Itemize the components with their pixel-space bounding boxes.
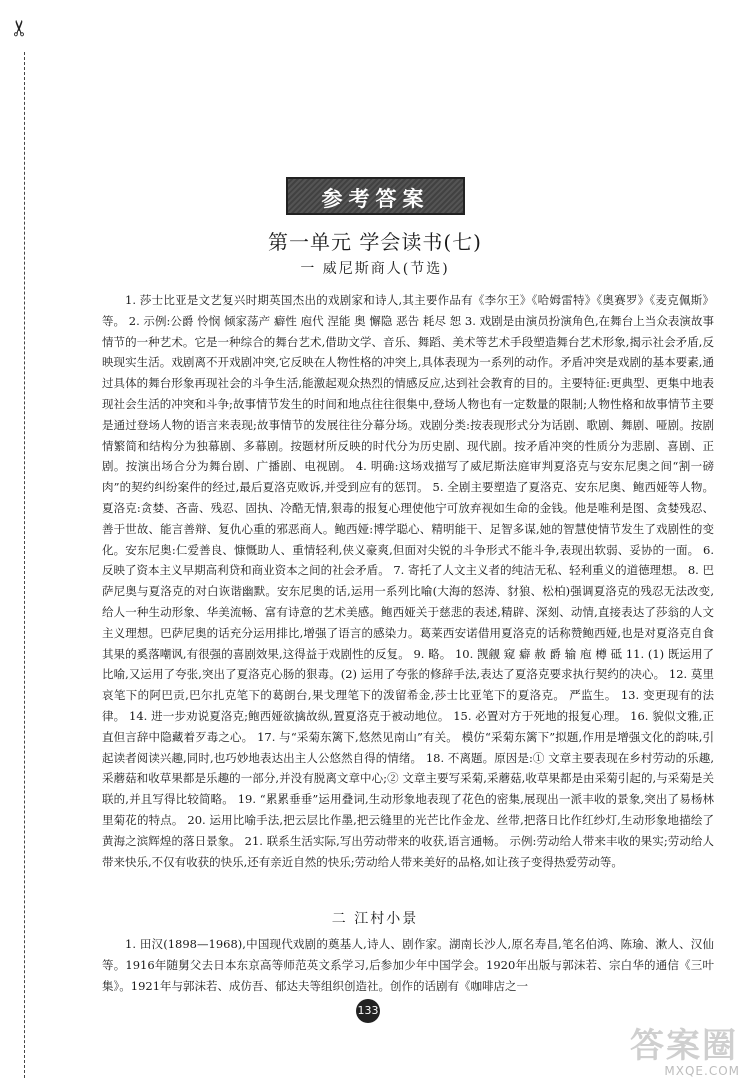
scissors-icon: ✂ xyxy=(8,18,34,38)
unit-title: 第一单元 学会读书(七) xyxy=(268,230,482,254)
answer-banner xyxy=(286,177,465,215)
section-1-body: 1. 莎士比亚是文艺复兴时期英国杰出的戏剧家和诗人,其主要作品有《李尔王》《哈姆雷特》《奥赛罗》《麦克佩斯》等。 2. 示例:公爵 怜悯 倾家荡产 癖性 庖代 涅能 奥 懈隐 恶告 耗尽 恕 3. 戏剧是由演员扮演角色,在舞台上当众表演故事情节的一种艺术。它是一种综合的舞台艺术,借助文学、音乐、舞蹈、美术等艺术手段塑造舞台艺术形象,揭示社会矛盾,反映现实生活。戏剧离不开戏剧冲突,它反映在人物性格的冲突上,具体表现为一系列的动作。矛盾冲突是戏剧的基本要素,通过具体的舞台形象再现社会的斗争生活,能激起观众热烈的情感反应,达到社会教育的目的。主要特征:更典型、更集中地表现社会生活的冲突和斗争;故事情节发生的时间和地点往往很集中,登场人物也有一定数量的限制;人物性格和故事情节主要是通过登场人物的语言来表现;故事情节的发展往往分幕分场。戏剧分类:按表现形式分为话剧、歌剧、舞剧、哑剧。按剧情繁简和结构分为独幕剧、多幕剧。按题材所反映的时代分为历史剧、现代剧。按矛盾冲突的性质分为悲剧、喜剧、正剧。按演出场合分为舞台剧、广播剧、电视剧。 4. 明确:这场戏描写了威尼斯法庭审判夏洛克与安东尼奥之间“割一磅肉”的契约纠纷案件的经过,最后夏洛克败诉,并受到应有的惩罚。 5. 全剧主要塑造了夏洛克、安东尼奥、鲍西娅等人物。 夏洛克:贪婪、吝啬、残忍、固执、冷酷无情,狠毒的报复心理使他宁可放弃视如生命的金钱。他是唯利是图、贪婪残忍、善于世故、能言善辩、复仇心重的邪恶商人。鲍西娅:博学聪心、精明能干、足智多谋,她的智慧使情节发生了戏剧性的变化。安东尼奥:仁爱善良、慷慨助人、重情轻利,侠义豪爽,但面对尖锐的斗争形式不能斗争,表现出软弱、妥协的一面。 6. 反映了资本主义早期高利贷和商业资本之间的社会矛盾。 7. 寄托了人文主义者的纯洁无私、轻利重义的道德理想。 8. 巴萨尼奥与夏洛克的对白诙谐幽默。安东尼奥的话,运用一系列比喻(大海的怒涛、豺狼、松柏)强调夏洛克的残忍无法改变,给人一种生动形象、华美流畅、富有诗意的艺术美感。鲍西娅关于慈悲的表述,精辟、深刻、动情,直接表达了莎翁的人文主义理想。巴萨尼奥的话充分运用排比,增强了语言的感染力。葛莱西安诺借用夏洛克的话称赞鲍西娅,也是对夏洛克自食其果的奚落嘲讽,有很强的喜剧效果,这得益于戏剧性的反复。 9. 略。 10. 觊觎 窥 癖 赦 爵 输 庖 樽 砥 11. (1) 既运用了比喻,又运用了夸张,突出了夏洛克心肠的狠毒。(2) 运用了夸张的修辞手法,表达了夏洛克要求执行契约的决心。 12. 莫里哀笔下的阿巴贡,巴尔扎克笔下的葛朗台,果戈理笔下的泼留希金,莎士比亚笔下的夏洛克。 严监生。 13. 变更现有的法律。 14. 进一步劝说夏洛克;鲍西娅欲擒故纵,置夏洛克于被动地位。 15. 必置对方于死地的报复心理。 16. 貌似文雅,正直但言辞中隐藏着歹毒之心。 17. 与“采菊东篱下,悠然见南山”有关。 模仿“采菊东篱下”拟题,作用是增强文化的韵味,引起读者阅读兴趣,同时,也巧妙地表达出主人公悠然自得的情绪。 18. 不离题。原因是:① 文章主要表现在乡村劳动的乐趣,采蘑菇和收草果都是乐趣的一部分,并没有脱离文章中心;② 文章主要写采菊,采蘑菇,收草果都是由采菊引起的,与采菊是关联的,并且写得比较简略。 19. “累累垂垂”运用叠词,生动形象地表现了花色的密集,展现出一派丰收的景象,突出了易杨林里菊花的特点。 20. 运用比喻手法,把云层比作墨,把云缝里的光芒比作金龙、丝带,把落日比作红纱灯,生动形象地描绘了黄海之滨辉煌的落日景象。 21. 联系生活实际,写出劳动带来的收获,语言通畅。 示例:劳动给人带来丰收的果实;劳动给人带来快乐,不仅有收获的快乐,还有亲近自然的快乐;劳动给人带来美好的品格,如让孩子变得热爱劳动等。 xyxy=(102,293,714,869)
watermark-logo: 答案圈 xyxy=(630,1026,738,1066)
watermark-url: MXQE.COM xyxy=(664,1064,740,1078)
section-2-body: 1. 田汉(1898—1968),中国现代戏剧的奠基人,诗人、剧作家。湖南长沙人,原名寿昌,笔名伯鸿、陈瑜、漱人、汉仙等。1916年随舅父去日本东京高等师范英文系学习,后参加少年中国学会。1920年出版与郭沫若、宗白华的通信《三叶集》。1921年与郭沫若、成仿吾、郁达夫等组织创造社。创作的话剧有《咖啡店之一 xyxy=(102,937,714,993)
section-title-1: 一 威尼斯商人(节选) xyxy=(300,261,450,277)
section-title-2: 二 江村小景 xyxy=(331,911,419,927)
watermark xyxy=(604,1018,744,1080)
page-number: 133 xyxy=(356,999,380,1023)
banner-title: 参考答案 xyxy=(321,187,430,211)
